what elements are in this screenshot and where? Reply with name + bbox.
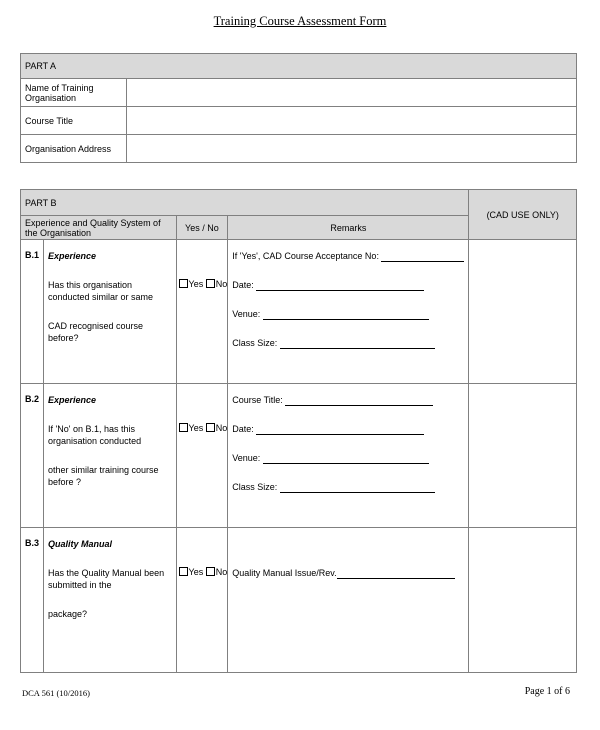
yes-no-column-header: Yes / No (176, 216, 228, 240)
course-title-field[interactable] (127, 107, 577, 135)
no-label: No (215, 279, 228, 289)
page-number: Page 1 of 6 (524, 686, 570, 697)
question-line: package? (48, 609, 88, 619)
class-size-field[interactable] (280, 338, 435, 349)
remarks-column-header: Remarks (228, 216, 469, 240)
remark-label: Date: (232, 280, 254, 290)
question-line: Has this organisation conducted similar or same (48, 280, 154, 302)
remark-label: Quality Manual Issue/Rev. (232, 568, 337, 578)
remark-label: Venue: (232, 309, 261, 319)
remark-label: Date: (232, 424, 254, 434)
table-row (21, 240, 577, 384)
cad-use-cell[interactable] (469, 528, 577, 673)
cad-use-cell[interactable] (469, 384, 577, 528)
item-heading: Quality Manual (48, 539, 113, 549)
yes-label: Yes (188, 279, 204, 289)
remark-label: Course Title: (232, 395, 283, 405)
course-title-label: Course Title (21, 107, 127, 135)
class-size-field[interactable] (280, 482, 435, 493)
yes-label: Yes (188, 567, 204, 577)
remark-label: Class Size: (232, 482, 278, 492)
yes-checkbox[interactable] (179, 279, 188, 288)
item-number: B.3 (21, 528, 44, 673)
organisation-address-field[interactable] (127, 135, 577, 163)
no-label: No (215, 423, 228, 433)
question-line: other similar training course before ? (48, 465, 159, 487)
form-code: DCA 561 (10/2016) (22, 688, 90, 698)
no-label: No (215, 567, 228, 577)
training-organisation-label: Name of Training Organisation (21, 79, 127, 107)
yes-checkbox[interactable] (179, 567, 188, 576)
item-heading: Experience (48, 251, 97, 261)
item-number: B.1 (21, 240, 44, 384)
table-row (21, 384, 577, 528)
cad-use-only-header: (CAD USE ONLY) (469, 190, 577, 240)
item-number: B.2 (21, 384, 44, 528)
part-b-table (20, 189, 577, 673)
part-b-header: PART B (21, 190, 469, 216)
cad-use-cell[interactable] (469, 240, 577, 384)
date-field[interactable] (256, 280, 424, 291)
experience-column-header: Experience and Quality System of the Organisation (21, 216, 177, 240)
no-checkbox[interactable] (206, 279, 215, 288)
part-a-table (20, 53, 577, 163)
question-line: If 'No' on B.1, has this organisation conducted (48, 424, 142, 446)
table-row (21, 528, 577, 673)
yes-label: Yes (188, 423, 204, 433)
form-title: Training Course Assessment Form (213, 14, 387, 28)
training-organisation-field[interactable] (127, 79, 577, 107)
venue-field[interactable] (263, 309, 429, 320)
yes-checkbox[interactable] (179, 423, 188, 432)
question-line: CAD recognised course before? (48, 321, 144, 343)
organisation-address-label: Organisation Address (21, 135, 127, 163)
item-heading: Experience (48, 395, 97, 405)
venue-field[interactable] (263, 453, 429, 464)
part-a-header: PART A (21, 54, 577, 79)
acceptance-no-field[interactable] (381, 251, 464, 262)
no-checkbox[interactable] (206, 423, 215, 432)
date-field[interactable] (256, 424, 424, 435)
remark-label: Venue: (232, 453, 261, 463)
quality-manual-issue-field[interactable] (337, 568, 455, 579)
remark-label: If 'Yes', CAD Course Acceptance No: (232, 251, 379, 261)
no-checkbox[interactable] (206, 567, 215, 576)
course-title-remark-field[interactable] (285, 395, 433, 406)
remark-label: Class Size: (232, 338, 278, 348)
question-line: Has the Quality Manual been submitted in the (48, 568, 165, 590)
